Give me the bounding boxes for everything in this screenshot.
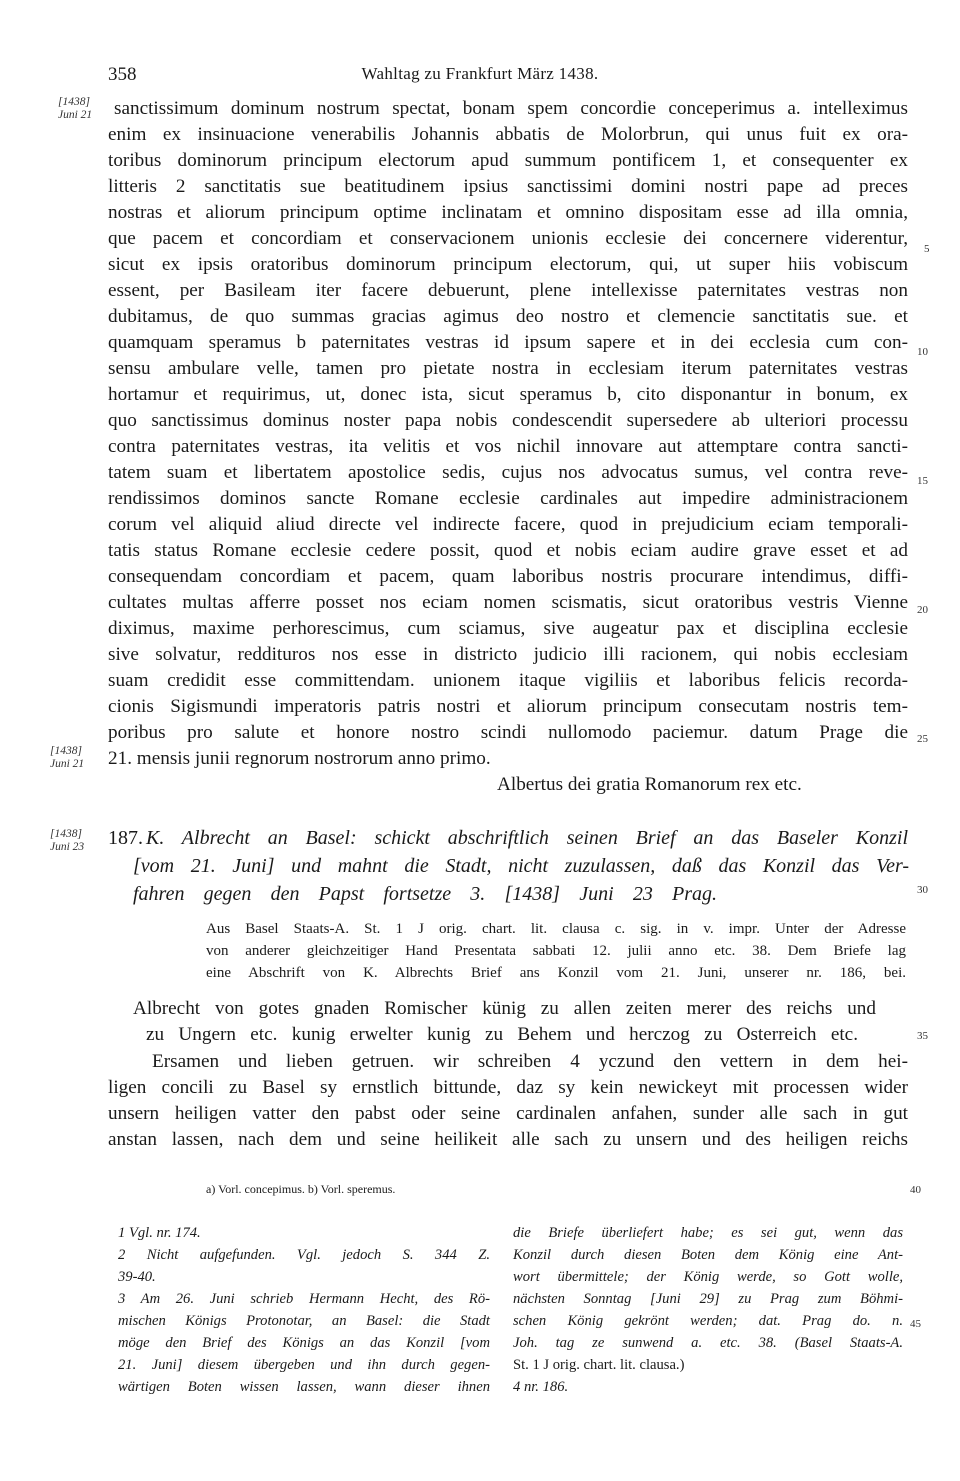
text-line: ligen concili zu Basel sy ernstlich bittunde, daz sy kein newickeyt mit processen wider bbox=[108, 1077, 908, 1098]
line-number: 25 bbox=[917, 733, 928, 745]
text-line: diximus, maxime perhorescimus, cum sciamus, sive augeatur pax et disciplina ecclesie bbox=[108, 618, 908, 639]
footnote-line: wärtigen Boten wissen lassen, wann dieser ihnen bbox=[118, 1379, 490, 1395]
line-number: 35 bbox=[917, 1030, 928, 1042]
footnote-line: 4 nr. 186. bbox=[513, 1379, 569, 1395]
line-number: 45 bbox=[910, 1318, 921, 1330]
document-title-line: [vom 21. Juni] und mahnt die Stadt, nicht zuzulassen, daß das Konzil das Ver- bbox=[133, 855, 909, 877]
text-line: sensu ambulare velle, tamen pro pietate nostra in ecclesiam iterum paternitates vestras bbox=[108, 358, 908, 379]
text-line: tatis status Romane ecclesie cedere possit, quod et nobis eciam audire grave esset et ad bbox=[108, 540, 908, 561]
text-line: nostras et aliorum principum optime inclinatam et omnino dispositam esse ad illa omnia, bbox=[108, 202, 908, 223]
text-line: cionis Sigismundi imperatoris patris nostri et aliorum principum consecutam nostris tem- bbox=[108, 696, 908, 717]
text-line: cultates multas afferre posset nos eciam nomen scismatis, sicut oratoribus vestris Vienne bbox=[108, 592, 908, 613]
footnote-line: mischen Königs Protonotar, an Basel: die Stadt bbox=[118, 1313, 490, 1329]
text-line: unsern heiligen vatter den pabst oder seine cardinalen anfahen, sunder alle sach in gut bbox=[108, 1103, 908, 1124]
text-line: corum vel aliquid aliud directe vel indirecte facere, quod in prejudicium eciam temporali- bbox=[108, 514, 908, 535]
line-number: 10 bbox=[917, 346, 928, 358]
variant-notes: a) Vorl. concepimus. b) Vorl. speremus. bbox=[206, 1182, 396, 1196]
line-number: 40 bbox=[910, 1184, 921, 1196]
text-line: Albrecht von gotes gnaden Romischer künig zu allen zeiten merer des reichs und bbox=[133, 998, 876, 1019]
footnote-line: 1 Vgl. nr. 174. bbox=[118, 1225, 201, 1241]
margin-date-top: [1438] Juni 21 bbox=[58, 96, 93, 121]
margin-date-doc: [1438] Juni 23 bbox=[50, 828, 85, 853]
footnote-line: nächsten Sonntag [Juni 29] zu Prag zum Böhmi- bbox=[513, 1291, 903, 1307]
line-number: 15 bbox=[917, 475, 928, 487]
document-number: 187. bbox=[108, 827, 143, 849]
text-line: enim ex insinuacione venerabilis Johannis abbatis de Molorbrun, qui unus fuit ex ora- bbox=[108, 124, 908, 145]
footnote-line: die Briefe überliefert habe; es sei gut, wenn das bbox=[513, 1225, 903, 1241]
text-line: contra paternitates vestras, ita velitis et vos nichil innovare aut attemptare contra sancti- bbox=[108, 436, 908, 457]
footnote-line: St. 1 J orig. chart. lit. clausa.) bbox=[513, 1357, 685, 1373]
line-number: 20 bbox=[917, 604, 928, 616]
source-line: Aus Basel Staats-A. St. 1 J orig. chart. lit. clausa c. sig. in v. impr. Unter der Adresse bbox=[206, 921, 906, 937]
running-title: Wahltag zu Frankfurt März 1438. bbox=[361, 64, 599, 83]
footnote-line: 2 Nicht aufgefunden. Vgl. jedoch S. 344 Z. bbox=[118, 1247, 490, 1263]
footnote-line: schen König gekrönt werden; dat. Prag do. n. bbox=[513, 1313, 903, 1329]
footnote-line: 3 Am 26. Juni schrieb Hermann Hecht, des Rö- bbox=[118, 1291, 490, 1307]
margin-date-end: [1438] Juni 21 bbox=[50, 745, 85, 770]
text-line: sicut ex ipsis oratoribus dominorum principum electorum, qui, ut super hiis vobiscum bbox=[108, 254, 908, 275]
text-line: consequendam concordiam et pacem, quam laboribus nostris procurare intendimus, diffi- bbox=[108, 566, 908, 587]
text-line: Ersamen und lieben getruen. wir schreiben 4 yczund den vettern in dem hei- bbox=[152, 1051, 908, 1072]
document-title-line: K. Albrecht an Basel: schickt abschriftlich seinen Brief an das Baseler Konzil bbox=[146, 827, 908, 849]
text-line: essent, per Basileam iter facere debuerunt, plene intellexisse paternitates vestras non bbox=[108, 280, 908, 301]
text-line: quamquam speramus b paternitates vestras id ipsum sapere et in dei ecclesia cum con- bbox=[108, 332, 908, 353]
text-line: anstan lassen, nach dem und seine heilikeit alle sach zu unsern und des heiligen reichs bbox=[108, 1129, 908, 1150]
source-line: eine Abschrift von K. Albrechts Brief ans Konzil vom 21. Juni, unserer nr. 186, bei. bbox=[206, 965, 906, 981]
text-line: sanctissimum dominum nostrum spectat, bonam spem concordie conceperimus a. intelleximus bbox=[114, 98, 908, 119]
signature: Albertus dei gratia Romanorum rex etc. bbox=[497, 774, 802, 795]
text-line: hortamur et requirimus, ut, donec ista, sicut speramus b, cito disponantur in bonum, ex bbox=[108, 384, 908, 405]
source-line: von anderer gleichzeitiger Hand Presentata sabbati 12. julii anno etc. 38. Dem Briefe lag bbox=[206, 943, 906, 959]
line-number: 5 bbox=[924, 243, 930, 255]
text-line: litteris 2 sanctitatis sue beatitudinem ipsius sanctissimi domini nostri pape ad preces bbox=[108, 176, 908, 197]
footnote-line: 21. Juni] diesem übergeben und ihn durch gegen- bbox=[118, 1357, 490, 1373]
line-number: 30 bbox=[917, 884, 928, 896]
footnote-line: möge den Brief des Königs an das Konzil [vom bbox=[118, 1335, 490, 1351]
footnote-line: wort übermittele; der König werde, so Gott wolle, bbox=[513, 1269, 903, 1285]
text-line: 21. mensis junii regnorum nostrorum anno primo. bbox=[108, 748, 491, 769]
text-line: poribus pro salute et honore nostro scindi nullomodo paciemur. datum Prage die bbox=[108, 722, 908, 743]
text-line: dubitamus, de quo summas gracias agimus deo nostro et clemencie sanctitatis sue. et bbox=[108, 306, 908, 327]
text-line: suam credidit esse committendam. unionem itaque vigiliis et laboribus felicis recorda- bbox=[108, 670, 908, 691]
text-line: rendissimos dominos sancte Romane ecclesie cardinales aut impedire administracionem bbox=[108, 488, 908, 509]
text-line: tatem suam et libertatem apostolice sedis, cujus nos advocatus sumus, vel contra reve- bbox=[108, 462, 908, 483]
footnote-line: Joh. tag ze sunwend a. etc. 38. (Basel Staats-A. bbox=[513, 1335, 903, 1351]
text-line: zu Ungern etc. kunig erwelter kunig zu Behem und herczog zu Osterreich etc. bbox=[146, 1024, 858, 1045]
text-line: toribus dominorum principum electorum apud summum pontificem 1, et consequenter ex bbox=[108, 150, 908, 171]
footnote-line: Konzil durch diesen Boten dem König eine Ant- bbox=[513, 1247, 903, 1263]
text-line: que pacem et concordiam et conservacionem unionis ecclesie dei concernere viderentur, bbox=[108, 228, 908, 249]
text-line: sive solvatur, reddituros nos esse in districto judicio illi racionem, qui nobis ecclesiam bbox=[108, 644, 908, 665]
page-number: 358 bbox=[108, 64, 137, 85]
document-title-line: fahren gegen den Papst fortsetze 3. [1438] Juni 23 Prag. bbox=[133, 883, 717, 905]
footnote-line: 39-40. bbox=[118, 1269, 156, 1285]
text-line: quo sanctissimus dominus noster papa nobis condescendit supersedere ab ulteriori processu bbox=[108, 410, 908, 431]
